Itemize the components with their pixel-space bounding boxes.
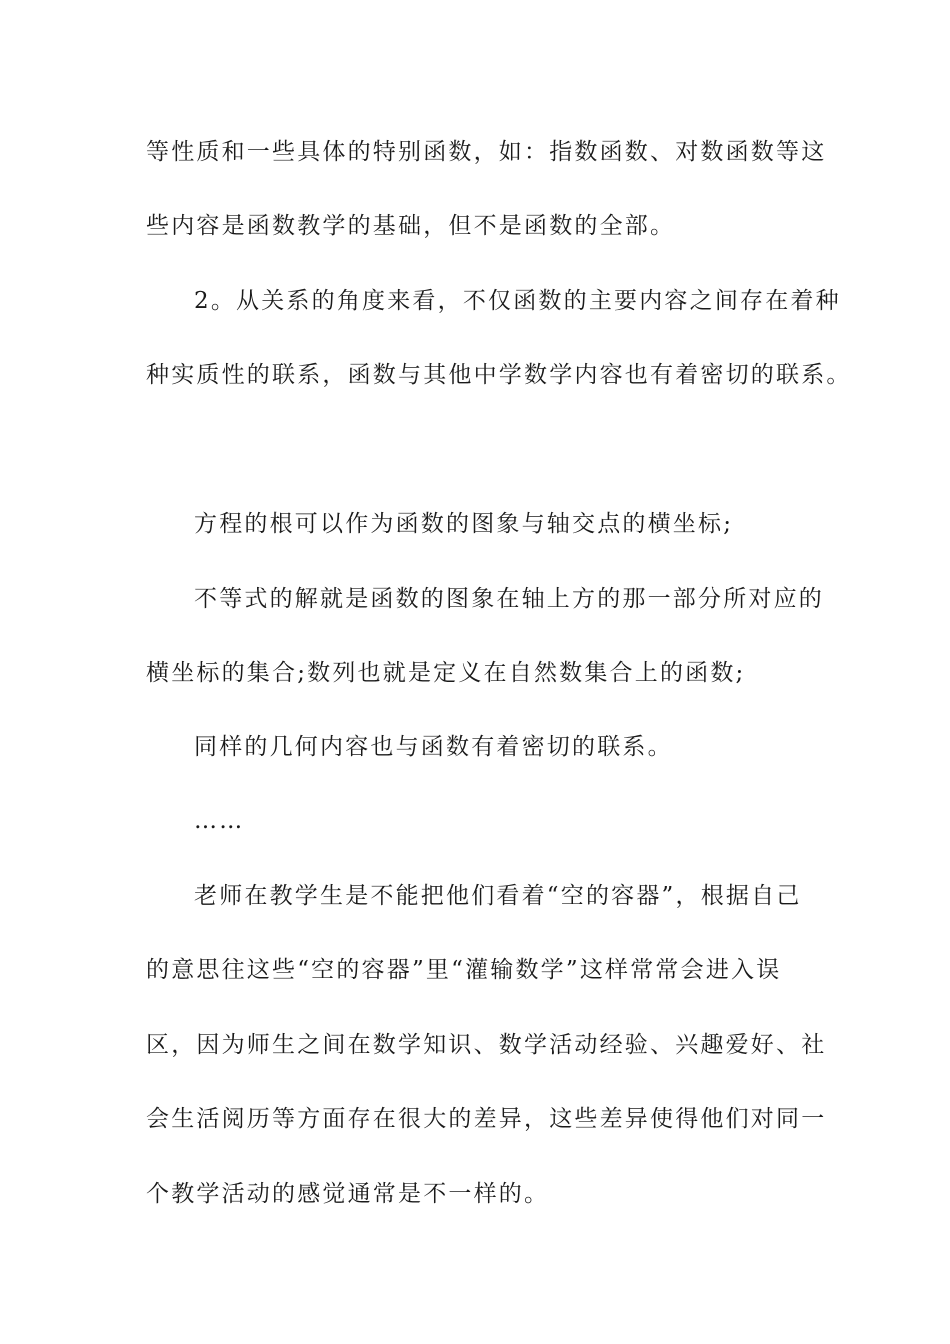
paragraph-line: 方程的根可以作为函数的图象与轴交点的横坐标; <box>194 511 734 537</box>
paragraph-line: 2。从关系的角度来看，不仅函数的主要内容之间存在着种 <box>194 288 841 314</box>
paragraph-line: 些内容是函数教学的基础，但不是函数的全部。 <box>146 213 676 239</box>
paragraph-line: 种实质性的联系，函数与其他中学数学内容也有着密切的联系。 <box>146 362 852 388</box>
paragraph-line: 区，因为师生之间在数学知识、数学活动经验、兴趣爱好、社 <box>146 1032 827 1058</box>
paragraph-line: 个教学活动的感觉通常是不一样的。 <box>146 1181 550 1207</box>
paragraph-line: 老师在教学生是不能把他们看着“空的容器”，根据自己 <box>194 883 802 909</box>
ellipsis-line: …… <box>194 808 245 834</box>
paragraph-line: 同样的几何内容也与函数有着密切的联系。 <box>194 734 673 760</box>
paragraph-line: 不等式的解就是函数的图象在轴上方的那一部分所对应的 <box>194 586 824 612</box>
paragraph-line: 等性质和一些具体的特别函数，如：指数函数、对数函数等这 <box>146 139 827 165</box>
paragraph-line: 的意思往这些“空的容器”里“灌输数学”这样常常会进入误 <box>146 957 782 983</box>
paragraph-line: 横坐标的集合;数列也就是定义在自然数集合上的函数; <box>146 660 746 686</box>
paragraph-line: 会生活阅历等方面存在很大的差异，这些差异使得他们对同一 <box>146 1106 827 1132</box>
